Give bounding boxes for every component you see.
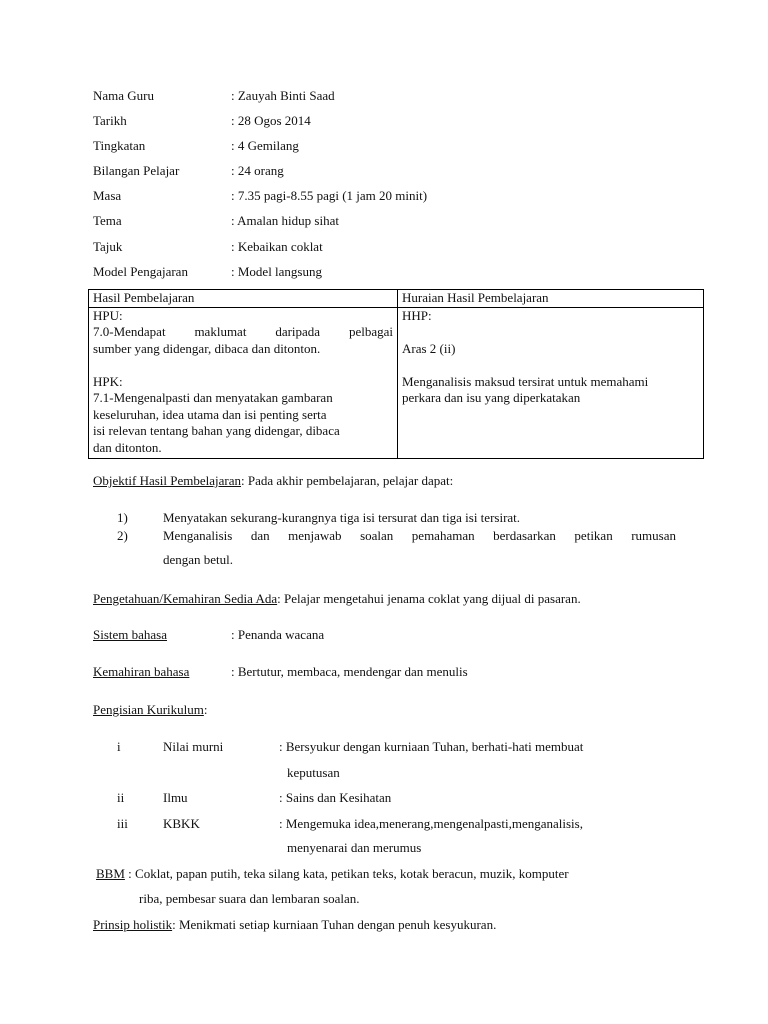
prinsip-text: : Menikmati setiap kurniaan Tuhan dengan penuh kesyukuran. xyxy=(172,917,497,932)
value-model-pengajaran: : Model langsung xyxy=(231,264,322,279)
hasil-cell xyxy=(89,307,398,458)
hpk-line-2: keseluruhan, idea utama dan isi penting serta xyxy=(93,406,327,422)
label-bilangan-pelajar: Bilangan Pelajar xyxy=(93,163,180,178)
label-nama-guru: Nama Guru xyxy=(93,88,155,103)
value-masa: : 7.35 pagi-8.55 pagi (1 jam 20 minit) xyxy=(231,188,428,203)
pengisian-colon: : xyxy=(203,702,208,717)
pengisian-item-3-text: : Mengemuka idea,menerang,mengenalpasti,menganalisis, xyxy=(279,816,583,831)
kemahiran-heading: Kemahiran bahasa xyxy=(93,664,190,679)
pengisian-item-2-num: ii xyxy=(117,790,125,805)
bbm-text: : Coklat, papan putih, teka silang kata, petikan teks, kotak beracun, muzik, komputer xyxy=(124,866,569,881)
objektif-intro: : Pada akhir pembelajaran, pelajar dapat: xyxy=(241,473,454,488)
huraian-cell xyxy=(398,307,704,458)
pengisian-item-1-cont: keputusan xyxy=(287,765,340,780)
objektif-item-2-num: 2) xyxy=(117,528,128,543)
hpk-line-4: dan ditonton. xyxy=(93,439,162,455)
hpu-line-1: 7.0-Mendapat maklumat daripada pelbagai xyxy=(93,324,393,339)
huraian-line-2: perkara dan isu yang diperkatakan xyxy=(402,390,581,405)
value-tema: : Amalan hidup sihat xyxy=(231,213,339,228)
objektif-item-2-text: Menganalisis dan menjawab soalan pemahaman berdasarkan petikan rumusan xyxy=(163,528,676,543)
value-bilangan-pelajar: : 24 orang xyxy=(231,163,284,178)
value-tingkatan: : 4 Gemilang xyxy=(231,138,299,153)
label-model-pengajaran: Model Pengajaran xyxy=(93,264,188,279)
objektif-heading: Objektif Hasil Pembelajaran xyxy=(93,473,242,488)
pengisian-item-1-text: : Bersyukur dengan kurniaan Tuhan, berhati-hati membuat xyxy=(279,739,584,754)
hpu-line-2: sumber yang didengar, dibaca dan ditonton. xyxy=(93,340,321,356)
pengetahuan-line xyxy=(93,591,581,607)
prinsip-line xyxy=(93,917,496,933)
pengisian-item-3-num: iii xyxy=(117,816,128,831)
table-header-hasil: Hasil Pembelajaran xyxy=(89,290,398,308)
value-nama-guru: : Zauyah Binti Saad xyxy=(231,88,335,103)
hasil-pembelajaran-table xyxy=(88,289,704,459)
bbm-cont: riba, pembesar suara dan lembaran soalan. xyxy=(139,891,360,906)
pengisian-item-1-label: Nilai murni xyxy=(163,739,224,754)
objektif-item-1-num: 1) xyxy=(117,510,128,525)
label-tema: Tema xyxy=(93,213,122,228)
huraian-line-1: Menganalisis maksud tersirat untuk memahami xyxy=(402,373,649,389)
pengisian-item-2-text: : Sains dan Kesihatan xyxy=(279,790,392,805)
hpu-label: HPU: xyxy=(93,307,123,323)
pengisian-item-2-label: Ilmu xyxy=(163,790,188,805)
bbm-line xyxy=(93,866,569,882)
pengisian-line xyxy=(93,702,207,718)
prinsip-heading: Prinsip holistik xyxy=(93,917,173,932)
pengisian-item-3-label: KBKK xyxy=(163,816,200,831)
label-tingkatan: Tingkatan xyxy=(93,138,146,153)
hpk-line-3: isi relevan tentang bahan yang didengar, dibaca xyxy=(93,423,340,438)
objektif-item-2-cont: dengan betul. xyxy=(163,552,234,567)
sistem-heading: Sistem bahasa xyxy=(93,627,168,642)
pengisian-item-3-cont: menyenarai dan merumus xyxy=(287,840,422,855)
value-tajuk: : Kebaikan coklat xyxy=(231,239,323,254)
kemahiran-text: : Bertutur, membaca, mendengar dan menulis xyxy=(231,664,468,679)
hpk-label: HPK: xyxy=(93,373,123,389)
sistem-text: : Penanda wacana xyxy=(231,627,325,642)
pengetahuan-heading: Pengetahuan/Kemahiran Sedia Ada xyxy=(93,591,278,606)
aras-text: Aras 2 (ii) xyxy=(402,340,456,356)
label-masa: Masa xyxy=(93,188,122,203)
pengisian-heading: Pengisian Kurikulum xyxy=(93,702,204,717)
objektif-line xyxy=(93,473,453,489)
pengetahuan-text: : Pelajar mengetahui jenama coklat yang dijual di pasaran. xyxy=(277,591,581,606)
label-tajuk: Tajuk xyxy=(93,239,123,254)
objektif-item-1-text: Menyatakan sekurang-kurangnya tiga isi tersurat dan tiga isi tersirat. xyxy=(163,510,521,525)
value-tarikh: : 28 Ogos 2014 xyxy=(231,113,311,128)
bbm-heading: BBM xyxy=(96,866,125,881)
hpk-line-1: 7.1-Mengenalpasti dan menyatakan gambaran xyxy=(93,390,333,405)
hhp-label: HHP: xyxy=(402,307,432,323)
pengisian-item-1-num: i xyxy=(117,739,121,754)
table-header-huraian: Huraian Hasil Pembelajaran xyxy=(398,290,704,308)
label-tarikh: Tarikh xyxy=(93,113,127,128)
